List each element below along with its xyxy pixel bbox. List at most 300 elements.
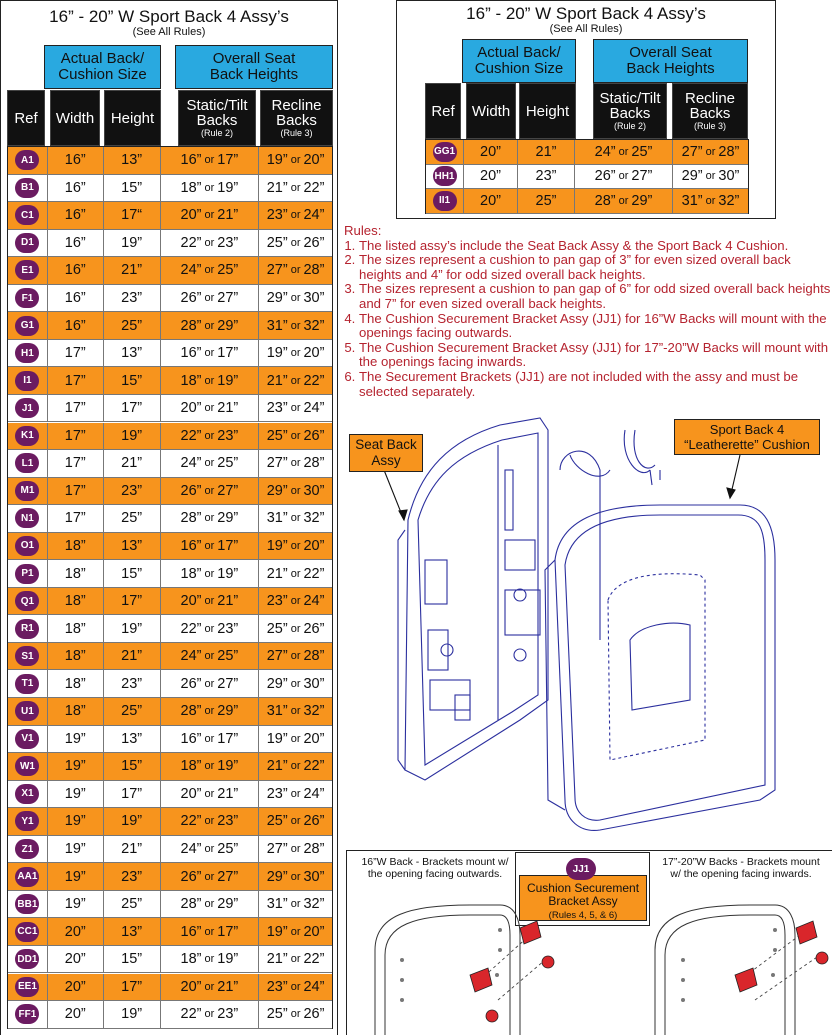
recline-min: 25” [266, 427, 288, 444]
rule-item: 3. The sizes represent a cushion to pan gap of 6” for odd sized overall back heights and 7” for even sized overall back heights. [359, 282, 832, 311]
width-value: 17” [64, 427, 86, 444]
left-bracket-note: 16”W Back - Brackets mount w/ the opening facing outwards. [361, 856, 509, 880]
ref-badge: I1 [15, 371, 39, 391]
static-max: 19” [217, 951, 239, 968]
ref-badge: CC1 [15, 922, 39, 942]
static-min: 18” [180, 179, 202, 196]
ref-badge: J1 [15, 398, 39, 418]
static-max: 17” [217, 152, 239, 169]
sport-back-cushion-callout: Sport Back 4 “Leatherette” Cushion [674, 419, 820, 455]
recline-max: 32” [303, 703, 325, 720]
static-max: 29” [217, 510, 239, 527]
bracket-assy-callout: Cushion Securement Bracket Assy (Rules 4, 5, & 6) [519, 875, 647, 921]
rule-item: 1. The listed assy’s include the Seat Back Assy & the Sport Back 4 Cushion. [359, 239, 832, 254]
static-min: 18” [180, 951, 202, 968]
height-value: 25” [121, 896, 143, 913]
static-min: 28” [180, 896, 202, 913]
height-value: 19” [121, 620, 143, 637]
or-word: or [290, 484, 301, 497]
static-max: 17” [217, 730, 239, 747]
recline-max: 32” [303, 896, 325, 913]
right-bracket-part-2 [796, 921, 817, 944]
static-max: 23” [217, 234, 239, 251]
rule-item: 2. The sizes represent a cushion to pan gap of 3” for even sized overall back heights and 4” for odd sized overall back heights. [359, 253, 832, 282]
or-word: or [290, 650, 301, 663]
or-word: or [705, 170, 716, 183]
ref-badge: C1 [15, 205, 39, 225]
height-value: 17” [121, 593, 143, 610]
recline-min: 29” [266, 868, 288, 885]
height-value: 23” [121, 675, 143, 692]
or-word: or [204, 292, 215, 305]
static-min: 28” [180, 317, 202, 334]
height-value: 15” [121, 179, 143, 196]
height-value: 23” [121, 290, 143, 307]
recline-min: 29” [266, 290, 288, 307]
or-word: or [204, 402, 215, 415]
ref-badge: G1 [15, 316, 39, 336]
recline-max: 32” [718, 192, 740, 209]
left-header-height: Height [104, 90, 161, 146]
static-min: 26” [180, 675, 202, 692]
recline-max: 26” [303, 620, 325, 637]
static-min: 20” [180, 400, 202, 417]
static-max: 29” [217, 317, 239, 334]
width-value: 18” [64, 675, 86, 692]
or-word: or [290, 870, 301, 883]
left-bracket-part-2 [520, 921, 541, 944]
rule-item: 6. The Securement Brackets (JJ1) are not included with the assy and must be selected separately. [359, 370, 832, 399]
height-value: 23” [535, 168, 557, 185]
height-value: 25” [535, 192, 557, 209]
height-value: 21” [535, 143, 557, 160]
width-value: 17” [64, 482, 86, 499]
recline-max: 20” [303, 345, 325, 362]
left-knob-2 [486, 1010, 498, 1022]
static-max: 27” [217, 290, 239, 307]
left-header-width: Width [50, 90, 100, 146]
or-word: or [290, 347, 301, 360]
height-value: 19” [121, 234, 143, 251]
static-max: 23” [217, 427, 239, 444]
height-value: 13” [121, 730, 143, 747]
height-value: 17” [121, 978, 143, 995]
static-min: 24” [180, 455, 202, 472]
recline-max: 20” [303, 730, 325, 747]
static-max: 29” [217, 896, 239, 913]
or-word: or [618, 145, 629, 158]
or-word: or [290, 567, 301, 580]
right-bracket-note: 17”-20”W Backs - Brackets mount w/ the opening facing inwards. [662, 856, 820, 880]
height-value: 25” [121, 317, 143, 334]
or-word: or [290, 925, 301, 938]
ref-badge: S1 [15, 646, 39, 666]
recline-max: 28” [303, 648, 325, 665]
ref-badge: H1 [15, 343, 39, 363]
right-header-width: Width [466, 83, 516, 139]
recline-max: 22” [303, 565, 325, 582]
or-word: or [204, 787, 215, 800]
or-word: or [705, 194, 716, 207]
recline-max: 20” [303, 152, 325, 169]
static-max: 21” [217, 978, 239, 995]
height-value: 17“ [121, 207, 143, 224]
ref-badge: BB1 [15, 894, 39, 914]
ref-badge: X1 [15, 784, 39, 804]
recline-min: 19” [266, 730, 288, 747]
or-word: or [290, 843, 301, 856]
recline-max: 24” [303, 593, 325, 610]
height-value: 25” [121, 510, 143, 527]
recline-min: 27” [266, 262, 288, 279]
width-value: 18” [64, 703, 86, 720]
width-value: 17” [64, 510, 86, 527]
or-word: or [204, 677, 215, 690]
height-value: 13” [121, 345, 143, 362]
recline-max: 24” [303, 785, 325, 802]
recline-min: 27” [266, 648, 288, 665]
static-max: 19” [217, 179, 239, 196]
static-max: 17” [217, 537, 239, 554]
static-max: 27” [217, 868, 239, 885]
static-max: 17” [217, 923, 239, 940]
or-word: or [290, 209, 301, 222]
left-table-title: 16” - 20” W Sport Back 4 Assy’s [49, 7, 289, 26]
static-min: 20” [180, 207, 202, 224]
width-value: 19” [64, 785, 86, 802]
or-word: or [290, 677, 301, 690]
static-min: 26” [180, 868, 202, 885]
static-max: 25” [217, 648, 239, 665]
rules-title: Rules: [344, 223, 382, 238]
recline-max: 30” [303, 482, 325, 499]
recline-min: 31” [266, 703, 288, 720]
recline-max: 28” [718, 143, 740, 160]
recline-min: 27” [266, 841, 288, 858]
recline-max: 28” [303, 455, 325, 472]
or-word: or [204, 595, 215, 608]
recline-min: 31” [266, 896, 288, 913]
left-bracket-part [470, 968, 492, 992]
width-value: 16” [64, 262, 86, 279]
height-value: 15” [121, 565, 143, 582]
width-value: 16” [64, 317, 86, 334]
or-word: or [204, 209, 215, 222]
recline-max: 26” [303, 1006, 325, 1023]
static-min: 24” [180, 648, 202, 665]
rule-item: 4. The Cushion Securement Bracket Assy (JJ1) for 16”W Backs will mount with the openings facing outwards. [359, 312, 832, 341]
or-word: or [204, 457, 215, 470]
width-value: 18” [64, 593, 86, 610]
or-word: or [290, 457, 301, 470]
static-max: 19” [217, 758, 239, 775]
static-max: 21” [217, 400, 239, 417]
ref-badge: U1 [15, 701, 39, 721]
right-table-title: 16” - 20” W Sport Back 4 Assy’s [466, 4, 706, 23]
static-max: 27” [217, 482, 239, 499]
or-word: or [204, 815, 215, 828]
recline-max: 30” [303, 290, 325, 307]
or-word: or [705, 145, 716, 158]
ref-badge: T1 [15, 674, 39, 694]
recline-min: 23” [266, 593, 288, 610]
static-min: 26” [594, 168, 616, 185]
recline-min: 27” [266, 455, 288, 472]
height-value: 15” [121, 372, 143, 389]
ref-badge: O1 [15, 536, 39, 556]
static-min: 28” [594, 192, 616, 209]
height-value: 17” [121, 400, 143, 417]
left-header-ref: Ref [7, 90, 45, 146]
height-value: 19” [121, 813, 143, 830]
recline-min: 21” [266, 758, 288, 775]
width-value: 16” [64, 179, 86, 196]
or-word: or [290, 154, 301, 167]
rule-item: 5. The Cushion Securement Bracket Assy (JJ1) for 17”-20”W Backs will mount with the openings facing inwards. [359, 341, 832, 370]
ref-badge: M1 [15, 481, 39, 501]
seat-back-assy-callout: Seat Back Assy [349, 434, 423, 472]
recline-min: 25” [266, 813, 288, 830]
right-group-actual-size: Actual Back/ Cushion Size [462, 39, 576, 83]
right-header-ref: Ref [425, 83, 461, 139]
or-word: or [290, 236, 301, 249]
width-value: 19” [64, 758, 86, 775]
or-word: or [204, 347, 215, 360]
height-value: 13” [121, 152, 143, 169]
or-word: or [618, 194, 629, 207]
left-header-static: Static/Tilt Backs (Rule 2) [178, 90, 256, 146]
height-value: 19” [121, 1006, 143, 1023]
recline-max: 22” [303, 179, 325, 196]
ref-badge: Z1 [15, 839, 39, 859]
or-word: or [290, 292, 301, 305]
width-value: 19” [64, 730, 86, 747]
recline-max: 30” [303, 868, 325, 885]
recline-min: 23” [266, 785, 288, 802]
static-min: 22” [180, 620, 202, 637]
recline-min: 31” [681, 192, 703, 209]
static-max: 21” [217, 207, 239, 224]
recline-min: 31” [266, 510, 288, 527]
or-word: or [290, 512, 301, 525]
recline-min: 29” [266, 482, 288, 499]
static-max: 19” [217, 565, 239, 582]
recline-max: 22” [303, 372, 325, 389]
recline-max: 28” [303, 841, 325, 858]
height-value: 21” [121, 455, 143, 472]
static-min: 22” [180, 1006, 202, 1023]
or-word: or [290, 760, 301, 773]
recline-max: 26” [303, 427, 325, 444]
right-back-pan-drawing [655, 905, 795, 1035]
static-max: 17” [217, 345, 239, 362]
or-word: or [204, 870, 215, 883]
static-min: 24” [180, 262, 202, 279]
recline-min: 29” [681, 168, 703, 185]
or-word: or [290, 622, 301, 635]
left-knob [542, 956, 554, 968]
static-min: 22” [180, 813, 202, 830]
recline-min: 25” [266, 1006, 288, 1023]
recline-max: 32” [303, 317, 325, 334]
ref-badge: HH1 [433, 166, 457, 186]
recline-min: 29” [266, 675, 288, 692]
width-value: 20” [480, 143, 501, 160]
or-word: or [204, 319, 215, 332]
static-min: 20” [180, 785, 202, 802]
left-table-subtitle: (See All Rules) [132, 26, 206, 38]
recline-max: 26” [303, 813, 325, 830]
right-bracket-part [735, 968, 757, 992]
or-word: or [290, 898, 301, 911]
or-word: or [204, 512, 215, 525]
recline-max: 24” [303, 207, 325, 224]
width-value: 19” [64, 896, 86, 913]
ref-badge: K1 [15, 426, 39, 446]
or-word: or [290, 1008, 301, 1021]
width-value: 20” [64, 951, 86, 968]
or-word: or [204, 567, 215, 580]
recline-min: 19” [266, 345, 288, 362]
ref-badge: Q1 [15, 591, 39, 611]
static-min: 16” [180, 923, 202, 940]
width-value: 16” [64, 234, 86, 251]
static-max: 23” [217, 620, 239, 637]
or-word: or [290, 705, 301, 718]
ref-badge: GG1 [433, 142, 457, 162]
static-min: 20” [180, 593, 202, 610]
recline-min: 27” [681, 143, 703, 160]
or-word: or [204, 374, 215, 387]
or-word: or [204, 1008, 215, 1021]
or-word: or [290, 980, 301, 993]
or-word: or [204, 264, 215, 277]
width-value: 19” [64, 813, 86, 830]
or-word: or [204, 650, 215, 663]
static-min: 28” [180, 703, 202, 720]
width-value: 20” [64, 923, 86, 940]
recline-max: 24” [303, 400, 325, 417]
height-value: 15” [121, 951, 143, 968]
width-value: 19” [64, 868, 86, 885]
or-word: or [204, 154, 215, 167]
recline-min: 19” [266, 923, 288, 940]
recline-max: 22” [303, 951, 325, 968]
ref-badge: F1 [15, 288, 39, 308]
static-min: 22” [180, 234, 202, 251]
height-value: 13” [121, 923, 143, 940]
or-word: or [204, 732, 215, 745]
or-word: or [204, 429, 215, 442]
or-word: or [204, 236, 215, 249]
height-value: 21” [121, 262, 143, 279]
recline-min: 21” [266, 179, 288, 196]
ref-badge: R1 [15, 619, 39, 639]
recline-max: 28” [303, 262, 325, 279]
bracket-ref-badge: JJ1 [566, 858, 596, 880]
width-value: 20” [64, 1006, 86, 1023]
width-value: 20” [64, 978, 86, 995]
ref-badge: N1 [15, 508, 39, 528]
or-word: or [204, 760, 215, 773]
recline-max: 22” [303, 758, 325, 775]
recline-min: 23” [266, 207, 288, 224]
ref-badge: L1 [15, 453, 39, 473]
static-max: 23” [217, 813, 239, 830]
width-value: 16” [64, 152, 86, 169]
width-value: 18” [64, 648, 86, 665]
static-max: 21” [217, 785, 239, 802]
or-word: or [290, 374, 301, 387]
static-min: 26” [180, 290, 202, 307]
ref-badge: P1 [15, 564, 39, 584]
static-min: 18” [180, 565, 202, 582]
right-header-recline: Recline Backs (Rule 3) [672, 83, 748, 139]
ref-badge: EE1 [15, 977, 39, 997]
static-max: 25” [217, 455, 239, 472]
or-word: or [204, 484, 215, 497]
or-word: or [290, 953, 301, 966]
recline-min: 21” [266, 565, 288, 582]
static-min: 18” [180, 758, 202, 775]
width-value: 19” [64, 841, 86, 858]
or-word: or [204, 925, 215, 938]
static-min: 16” [180, 537, 202, 554]
static-max: 25” [631, 143, 653, 160]
width-value: 18” [64, 537, 86, 554]
static-min: 16” [180, 345, 202, 362]
or-word: or [290, 732, 301, 745]
or-word: or [290, 539, 301, 552]
height-value: 21” [121, 648, 143, 665]
or-word: or [618, 170, 629, 183]
right-header-height: Height [519, 83, 576, 139]
or-word: or [290, 264, 301, 277]
recline-max: 30” [303, 675, 325, 692]
recline-min: 25” [266, 234, 288, 251]
or-word: or [204, 705, 215, 718]
ref-badge: AA1 [15, 867, 39, 887]
static-min: 20” [180, 978, 202, 995]
static-max: 29” [631, 192, 653, 209]
width-value: 17” [64, 372, 86, 389]
or-word: or [290, 429, 301, 442]
ref-badge: V1 [15, 729, 39, 749]
width-value: 18” [64, 620, 86, 637]
ref-badge: FF1 [15, 1004, 39, 1024]
height-value: 23” [121, 482, 143, 499]
recline-min: 21” [266, 951, 288, 968]
recline-min: 23” [266, 400, 288, 417]
right-table-subtitle: (See All Rules) [549, 23, 623, 35]
or-word: or [290, 595, 301, 608]
static-max: 25” [217, 262, 239, 279]
height-value: 15” [121, 758, 143, 775]
or-word: or [290, 181, 301, 194]
static-max: 29” [217, 703, 239, 720]
width-value: 17” [64, 345, 86, 362]
left-group-actual-size: Actual Back/ Cushion Size [44, 45, 161, 89]
or-word: or [204, 953, 215, 966]
ref-badge: II1 [433, 191, 457, 211]
recline-min: 31” [266, 317, 288, 334]
recline-min: 19” [266, 152, 288, 169]
left-group-overall-heights: Overall Seat Back Heights [175, 45, 333, 89]
height-value: 23” [121, 868, 143, 885]
static-min: 18” [180, 372, 202, 389]
ref-badge: DD1 [15, 949, 39, 969]
recline-max: 32” [303, 510, 325, 527]
